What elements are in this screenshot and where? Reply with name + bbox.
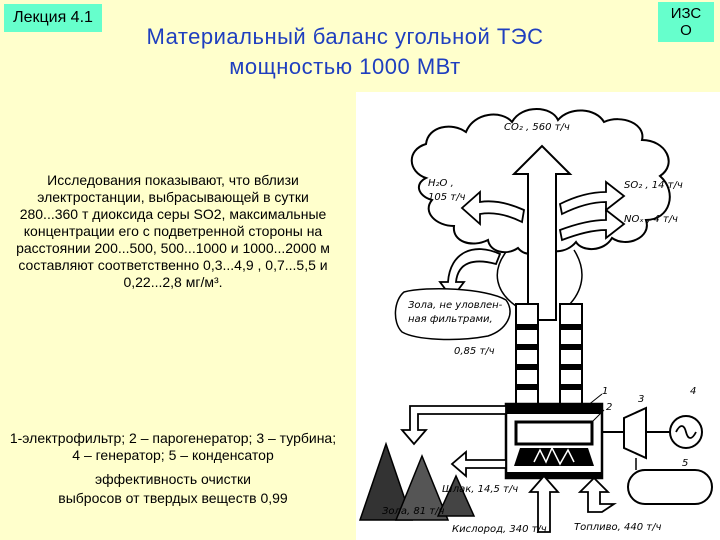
condenser <box>628 470 712 504</box>
page-title <box>95 22 595 82</box>
chimney-right <box>560 304 582 404</box>
legend-block <box>8 430 338 514</box>
title-line1: Материальный баланс угольной ТЭС <box>146 24 544 49</box>
label-ash-filters-1: Зола, не уловлен- <box>408 300 503 311</box>
chimney-left <box>516 304 538 404</box>
description-paragraph: Исследования показывают, что вблизи электростанции, выбрасывающей в сутки 280...360 т диоксида серы SO2, максимальные концентрации его с подветренной стороны на расстоянии 200...500, 500...1000 и 1000...2000 м составляют соответственно 0,3...4,9 , 0,7...5,5 и 0,22...2,8 мг/м³. <box>16 172 330 290</box>
title-line2: мощностью 1000 МВт <box>229 54 461 79</box>
label-h2o-2: 105 т/ч <box>428 192 466 203</box>
legend-components: 1-электрофильтр; 2 – парогенератор; 3 – турбина; 4 – генератор; 5 – конденсатор <box>9 430 337 463</box>
slag-arrow <box>452 452 506 476</box>
turbine <box>624 408 646 458</box>
label-h2o-1: H₂O , <box>428 178 454 189</box>
label-ash: Зола, 81 т/ч <box>382 506 445 517</box>
material-balance-figure <box>356 92 720 540</box>
label-fuel: Топливо, 440 т/ч <box>574 522 662 533</box>
label-ash-filters-3: 0,85 т/ч <box>454 346 495 357</box>
label-ash-filters-2: ная фильтрами, <box>408 314 493 325</box>
org-badge <box>658 2 714 42</box>
balance-diagram-svg <box>356 92 720 540</box>
lecture-badge: Лекция 4.1 <box>4 4 102 32</box>
org-badge-line2: О <box>680 22 692 39</box>
steam-generator <box>506 404 602 478</box>
org-badge-line1: ИЗС <box>670 5 702 22</box>
h2o-arrow <box>462 192 524 224</box>
label-slag: Шлак, 14,5 т/ч <box>442 484 519 495</box>
label-num4: 4 <box>690 386 697 397</box>
label-num2: 2 <box>606 402 613 413</box>
nox-arrow <box>560 210 624 240</box>
label-oxygen: Кислород, 340 т/ч <box>452 524 547 535</box>
label-so2: SO₂ , 14 т/ч <box>624 180 683 191</box>
legend-efficiency-1: эффективность очистки <box>95 471 251 487</box>
legend-efficiency-2: выбросов от твердых веществ 0,99 <box>58 490 288 506</box>
label-num1: 1 <box>602 386 609 397</box>
label-num3: 3 <box>638 394 645 405</box>
label-co2: CO₂ , 560 т/ч <box>504 122 570 133</box>
ash-output-arrow <box>402 406 506 444</box>
fuel-arrow <box>580 478 614 512</box>
so2-arrow <box>560 182 624 214</box>
label-nox: NOₓ , 4 т/ч <box>624 214 678 225</box>
label-num5: 5 <box>682 458 689 469</box>
